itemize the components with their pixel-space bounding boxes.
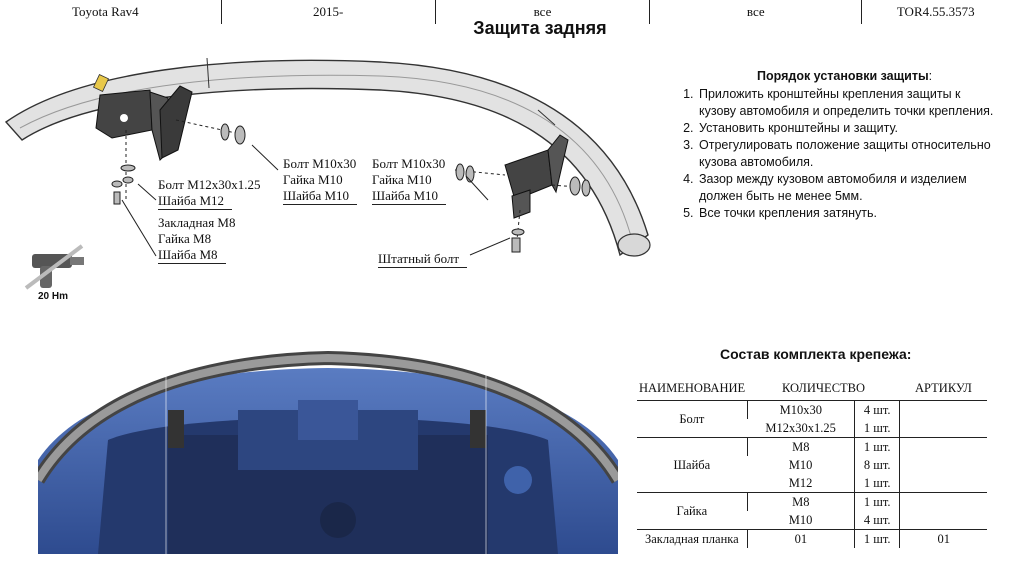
- install-step: 5. Все точки крепления затянуть.: [697, 205, 997, 222]
- kit-col-article: АРТИКУЛ: [900, 376, 987, 401]
- callout-bolt-m12: [158, 177, 261, 210]
- kit-qty: 1 шт.: [855, 474, 900, 493]
- table-row: [637, 401, 987, 420]
- guard-drawing: [0, 28, 660, 268]
- kit-qty: 1 шт.: [855, 493, 900, 512]
- table-row: [637, 530, 987, 549]
- callout-right-bolt: [372, 156, 446, 205]
- kit-size: M12: [788, 476, 813, 490]
- header-transmission: все: [650, 0, 862, 24]
- callout-line: Шайба М10: [372, 188, 446, 205]
- right-bracket: [505, 135, 568, 218]
- torque-label: 20 Hm: [38, 291, 69, 302]
- callout-line: Гайка М10: [372, 172, 432, 187]
- bar-end-cap: [618, 234, 650, 256]
- installed-guard-render: [38, 340, 618, 554]
- callout-standard-bolt: Штатный болт: [378, 251, 467, 268]
- left-bracket: [96, 86, 192, 160]
- install-steps: [667, 86, 997, 222]
- callout-line: Болт М10x30: [283, 156, 357, 171]
- callout-embedded: [158, 215, 236, 264]
- install-step: 3. Отрегулировать положение защиты относительно кузова автомобиля.: [697, 137, 997, 171]
- callout-line: Болт М10x30: [372, 156, 446, 171]
- callout-line: Шайба М8: [158, 247, 226, 264]
- callout-line: Шайба М10: [283, 188, 357, 205]
- callout-line: Болт М12x30x1.25: [158, 177, 261, 192]
- kit-qty: 1 шт.: [855, 438, 900, 457]
- callout-line: Гайка М8: [158, 231, 212, 246]
- kit-size: M10: [788, 513, 813, 527]
- install-step: 2. Установить кронштейны и защиту.: [697, 120, 997, 137]
- kit-item-name: Болт: [637, 401, 747, 438]
- header-article: TOR4.55.3573: [896, 4, 975, 19]
- kit-size: M8: [747, 438, 854, 457]
- kit-size: M12x30x1.25: [765, 421, 836, 435]
- header-model: Toyota Rav4: [0, 0, 222, 24]
- kit-size: M8: [747, 493, 854, 512]
- kit-item-name: Гайка: [637, 493, 747, 530]
- kit-title: Состав комплекта крепежа:: [720, 346, 912, 362]
- kit-col-name: НАИМЕНОВАНИЕ: [637, 376, 747, 401]
- install-heading: Порядок установки защиты:: [757, 69, 933, 83]
- kit-article: [900, 401, 987, 438]
- kit-article: [900, 438, 987, 493]
- callout-line: Гайка М10: [283, 172, 343, 187]
- install-step: 1. Приложить кронштейны крепления защиты к кузову автомобиля и определить точки крепления.: [697, 86, 997, 120]
- kit-qty: 1 шт.: [855, 419, 900, 438]
- install-instructions: [667, 68, 997, 222]
- kit-qty: 1 шт.: [855, 530, 900, 549]
- callout-line: Закладная М8: [158, 215, 236, 230]
- kit-table: [637, 376, 987, 548]
- kit-item-name: Шайба: [637, 438, 747, 493]
- kit-qty: 8 шт.: [855, 456, 900, 474]
- table-row: [637, 438, 987, 457]
- page-title: Защита задняя: [473, 18, 607, 38]
- callout-left-bolt: [283, 156, 357, 205]
- kit-article: [900, 493, 987, 530]
- table-row: [637, 493, 987, 512]
- kit-size: M10: [788, 458, 813, 472]
- header-engine: все: [436, 0, 650, 24]
- kit-qty: 4 шт.: [855, 401, 900, 420]
- kit-item-name: Закладная планка: [637, 530, 747, 549]
- kit-col-qty: КОЛИЧЕСТВО: [747, 376, 900, 401]
- kit-size: 01: [747, 530, 854, 549]
- kit-article: 01: [900, 530, 987, 549]
- kit-size: M10x30: [747, 401, 854, 420]
- callout-line: Шайба М12: [158, 193, 232, 210]
- kit-qty: 4 шт.: [855, 511, 900, 530]
- install-step: 4. Зазор между кузовом автомобиля и изделием должен быть не менее 5мм.: [697, 171, 997, 205]
- header-year: 2015-: [222, 0, 436, 24]
